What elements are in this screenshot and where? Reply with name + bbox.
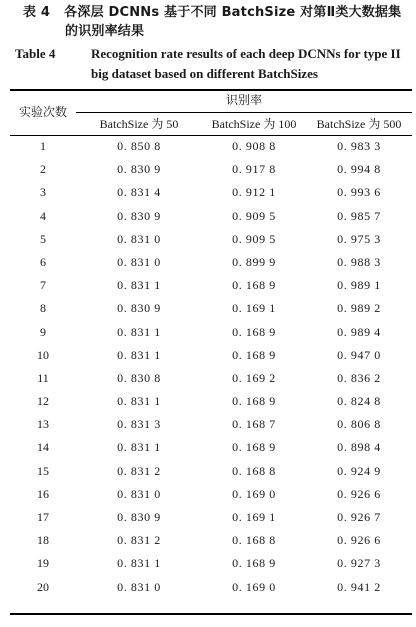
trial-number-cell: 6: [40, 254, 46, 269]
batch500-cell: 0. 993 6: [337, 185, 381, 200]
table-row: [10, 460, 412, 483]
batch50-cell: 0. 830 9: [117, 208, 161, 223]
batch100-cell: 0. 168 9: [232, 394, 276, 409]
batch500-cell: 0. 985 7: [337, 208, 381, 223]
batch50-cell: 0. 831 1: [117, 440, 161, 455]
trial-number-cell: 16: [37, 486, 49, 501]
batch50-cell: 0. 830 9: [117, 162, 161, 177]
batch100-cell: 0. 168 7: [232, 417, 276, 432]
batch100-cell: 0. 168 9: [232, 278, 276, 293]
table-row: [10, 274, 412, 297]
batch500-cell: 0. 947 0: [337, 347, 381, 362]
table-row: [10, 483, 412, 506]
caption-chinese: [23, 3, 413, 41]
batch500-cell: 0. 926 7: [337, 510, 381, 524]
trial-number-cell: 7: [40, 278, 46, 293]
table-row: [10, 367, 412, 390]
table-body: [10, 135, 412, 599]
table-top-rule: [10, 89, 412, 91]
batch50-cell: 0. 831 0: [117, 231, 161, 246]
table-sub-rule: [76, 112, 412, 113]
batch50-cell: 0. 831 1: [117, 394, 161, 409]
header-col-batch50: BatchSize 为 50: [99, 117, 179, 131]
caption-zh-line2: 的识别率结果: [65, 24, 145, 39]
batch100-cell: 0. 168 8: [232, 533, 276, 548]
table-number-zh: 表 4: [23, 5, 51, 20]
batch500-cell: 0. 924 9: [337, 463, 381, 478]
batch100-cell: 0. 917 8: [232, 162, 276, 177]
trial-number-cell: 4: [40, 208, 46, 223]
batch500-cell: 0. 927 3: [337, 556, 381, 571]
trial-number-cell: 3: [40, 185, 46, 200]
batch500-cell: 0. 989 4: [337, 324, 381, 339]
table-row: [10, 158, 412, 181]
header-group-label: 识别率: [225, 93, 262, 107]
batch50-cell: 0. 831 1: [117, 324, 161, 339]
trial-number-cell: 12: [37, 394, 49, 409]
table-row: [10, 436, 412, 459]
batch50-cell: 0. 830 9: [117, 510, 161, 524]
batch500-cell: 0. 941 2: [337, 579, 381, 594]
batch500-cell: 0. 989 1: [337, 278, 381, 293]
batch500-cell: 0. 806 8: [337, 417, 381, 432]
batch500-cell: 0. 898 4: [337, 440, 381, 455]
table-row: [10, 135, 412, 158]
table-row: [10, 251, 412, 274]
table-bottom-rule: [10, 613, 412, 615]
batch50-cell: 0. 830 8: [117, 370, 161, 385]
batch50-cell: 0. 830 9: [117, 301, 161, 316]
trial-number-cell: 17: [37, 510, 49, 524]
trial-number-cell: 1: [40, 139, 46, 153]
caption-en-line2: big dataset based on different BatchSizes: [91, 66, 318, 81]
trial-number-cell: 20: [37, 579, 49, 594]
batch100-cell: 0. 169 2: [232, 370, 276, 385]
trial-number-cell: 5: [40, 231, 46, 246]
batch500-cell: 0. 824 8: [337, 394, 381, 409]
batch100-cell: 0. 899 9: [232, 254, 276, 269]
caption-en-line1: Recognition rate results of each deep DCNNs for type II: [91, 46, 401, 61]
batch50-cell: 0. 831 1: [117, 347, 161, 362]
table-row: [10, 529, 412, 552]
batch100-cell: 0. 168 8: [232, 463, 276, 478]
table-row: [10, 552, 412, 575]
table-row: [10, 506, 412, 529]
table-row: [10, 297, 412, 320]
batch100-cell: 0. 909 5: [232, 231, 276, 246]
header-col-batch500: BatchSize 为 500: [316, 117, 402, 131]
caption-zh-line1: 各深层 DCNNs 基于不同 BatchSize 对第Ⅱ类大数据集: [64, 5, 402, 20]
batch100-cell: 0. 912 1: [232, 185, 276, 200]
trial-number-cell: 13: [37, 417, 49, 432]
table-row: [10, 390, 412, 413]
trial-number-cell: 9: [40, 324, 46, 339]
batch100-cell: 0. 169 0: [232, 486, 276, 501]
header-col-batch100: BatchSize 为 100: [211, 117, 297, 131]
batch100-cell: 0. 169 1: [232, 301, 276, 316]
batch100-cell: 0. 168 9: [232, 556, 276, 571]
batch500-cell: 0. 994 8: [337, 162, 381, 177]
table-row: [10, 181, 412, 204]
table-row: [10, 576, 412, 599]
trial-number-cell: 15: [37, 463, 49, 478]
batch500-cell: 0. 975 3: [337, 231, 381, 246]
batch50-cell: 0. 831 1: [117, 556, 161, 571]
batch100-cell: 0. 168 9: [232, 347, 276, 362]
batch50-cell: 0. 831 0: [117, 486, 161, 501]
trial-number-cell: 11: [37, 370, 49, 385]
batch50-cell: 0. 831 0: [117, 254, 161, 269]
batch500-cell: 0. 926 6: [337, 486, 381, 501]
batch100-cell: 0. 168 9: [232, 324, 276, 339]
table-row: [10, 205, 412, 228]
batch100-cell: 0. 169 0: [232, 579, 276, 594]
trial-number-cell: 19: [37, 556, 49, 571]
trial-number-cell: 18: [37, 533, 49, 548]
batch50-cell: 0. 831 0: [117, 579, 161, 594]
trial-number-cell: 8: [40, 301, 46, 316]
trial-number-cell: 10: [37, 347, 49, 362]
batch50-cell: 0. 831 3: [117, 417, 161, 432]
batch500-cell: 0. 989 2: [337, 301, 381, 316]
batch500-cell: 0. 836 2: [337, 370, 381, 385]
table-number-en: Table 4: [15, 46, 56, 61]
batch50-cell: 0. 831 4: [117, 185, 161, 200]
batch50-cell: 0. 831 2: [117, 533, 161, 548]
batch100-cell: 0. 909 5: [232, 208, 276, 223]
trial-number-cell: 2: [40, 162, 46, 177]
batch500-cell: 0. 988 3: [337, 254, 381, 269]
batch50-cell: 0. 831 1: [117, 278, 161, 293]
batch500-cell: 0. 983 3: [337, 139, 381, 153]
batch500-cell: 0. 926 6: [337, 533, 381, 548]
table-row: [10, 413, 412, 436]
batch50-cell: 0. 850 8: [117, 139, 161, 153]
table-row: [10, 321, 412, 344]
table-row: [10, 344, 412, 367]
batch100-cell: 0. 908 8: [232, 139, 276, 153]
batch100-cell: 0. 169 1: [232, 510, 276, 524]
table-row: [10, 228, 412, 251]
trial-number-cell: 14: [37, 440, 49, 455]
batch50-cell: 0. 831 2: [117, 463, 161, 478]
header-row-label: 实验次数: [18, 105, 67, 119]
batch100-cell: 0. 168 9: [232, 440, 276, 455]
caption-english: [15, 44, 413, 84]
